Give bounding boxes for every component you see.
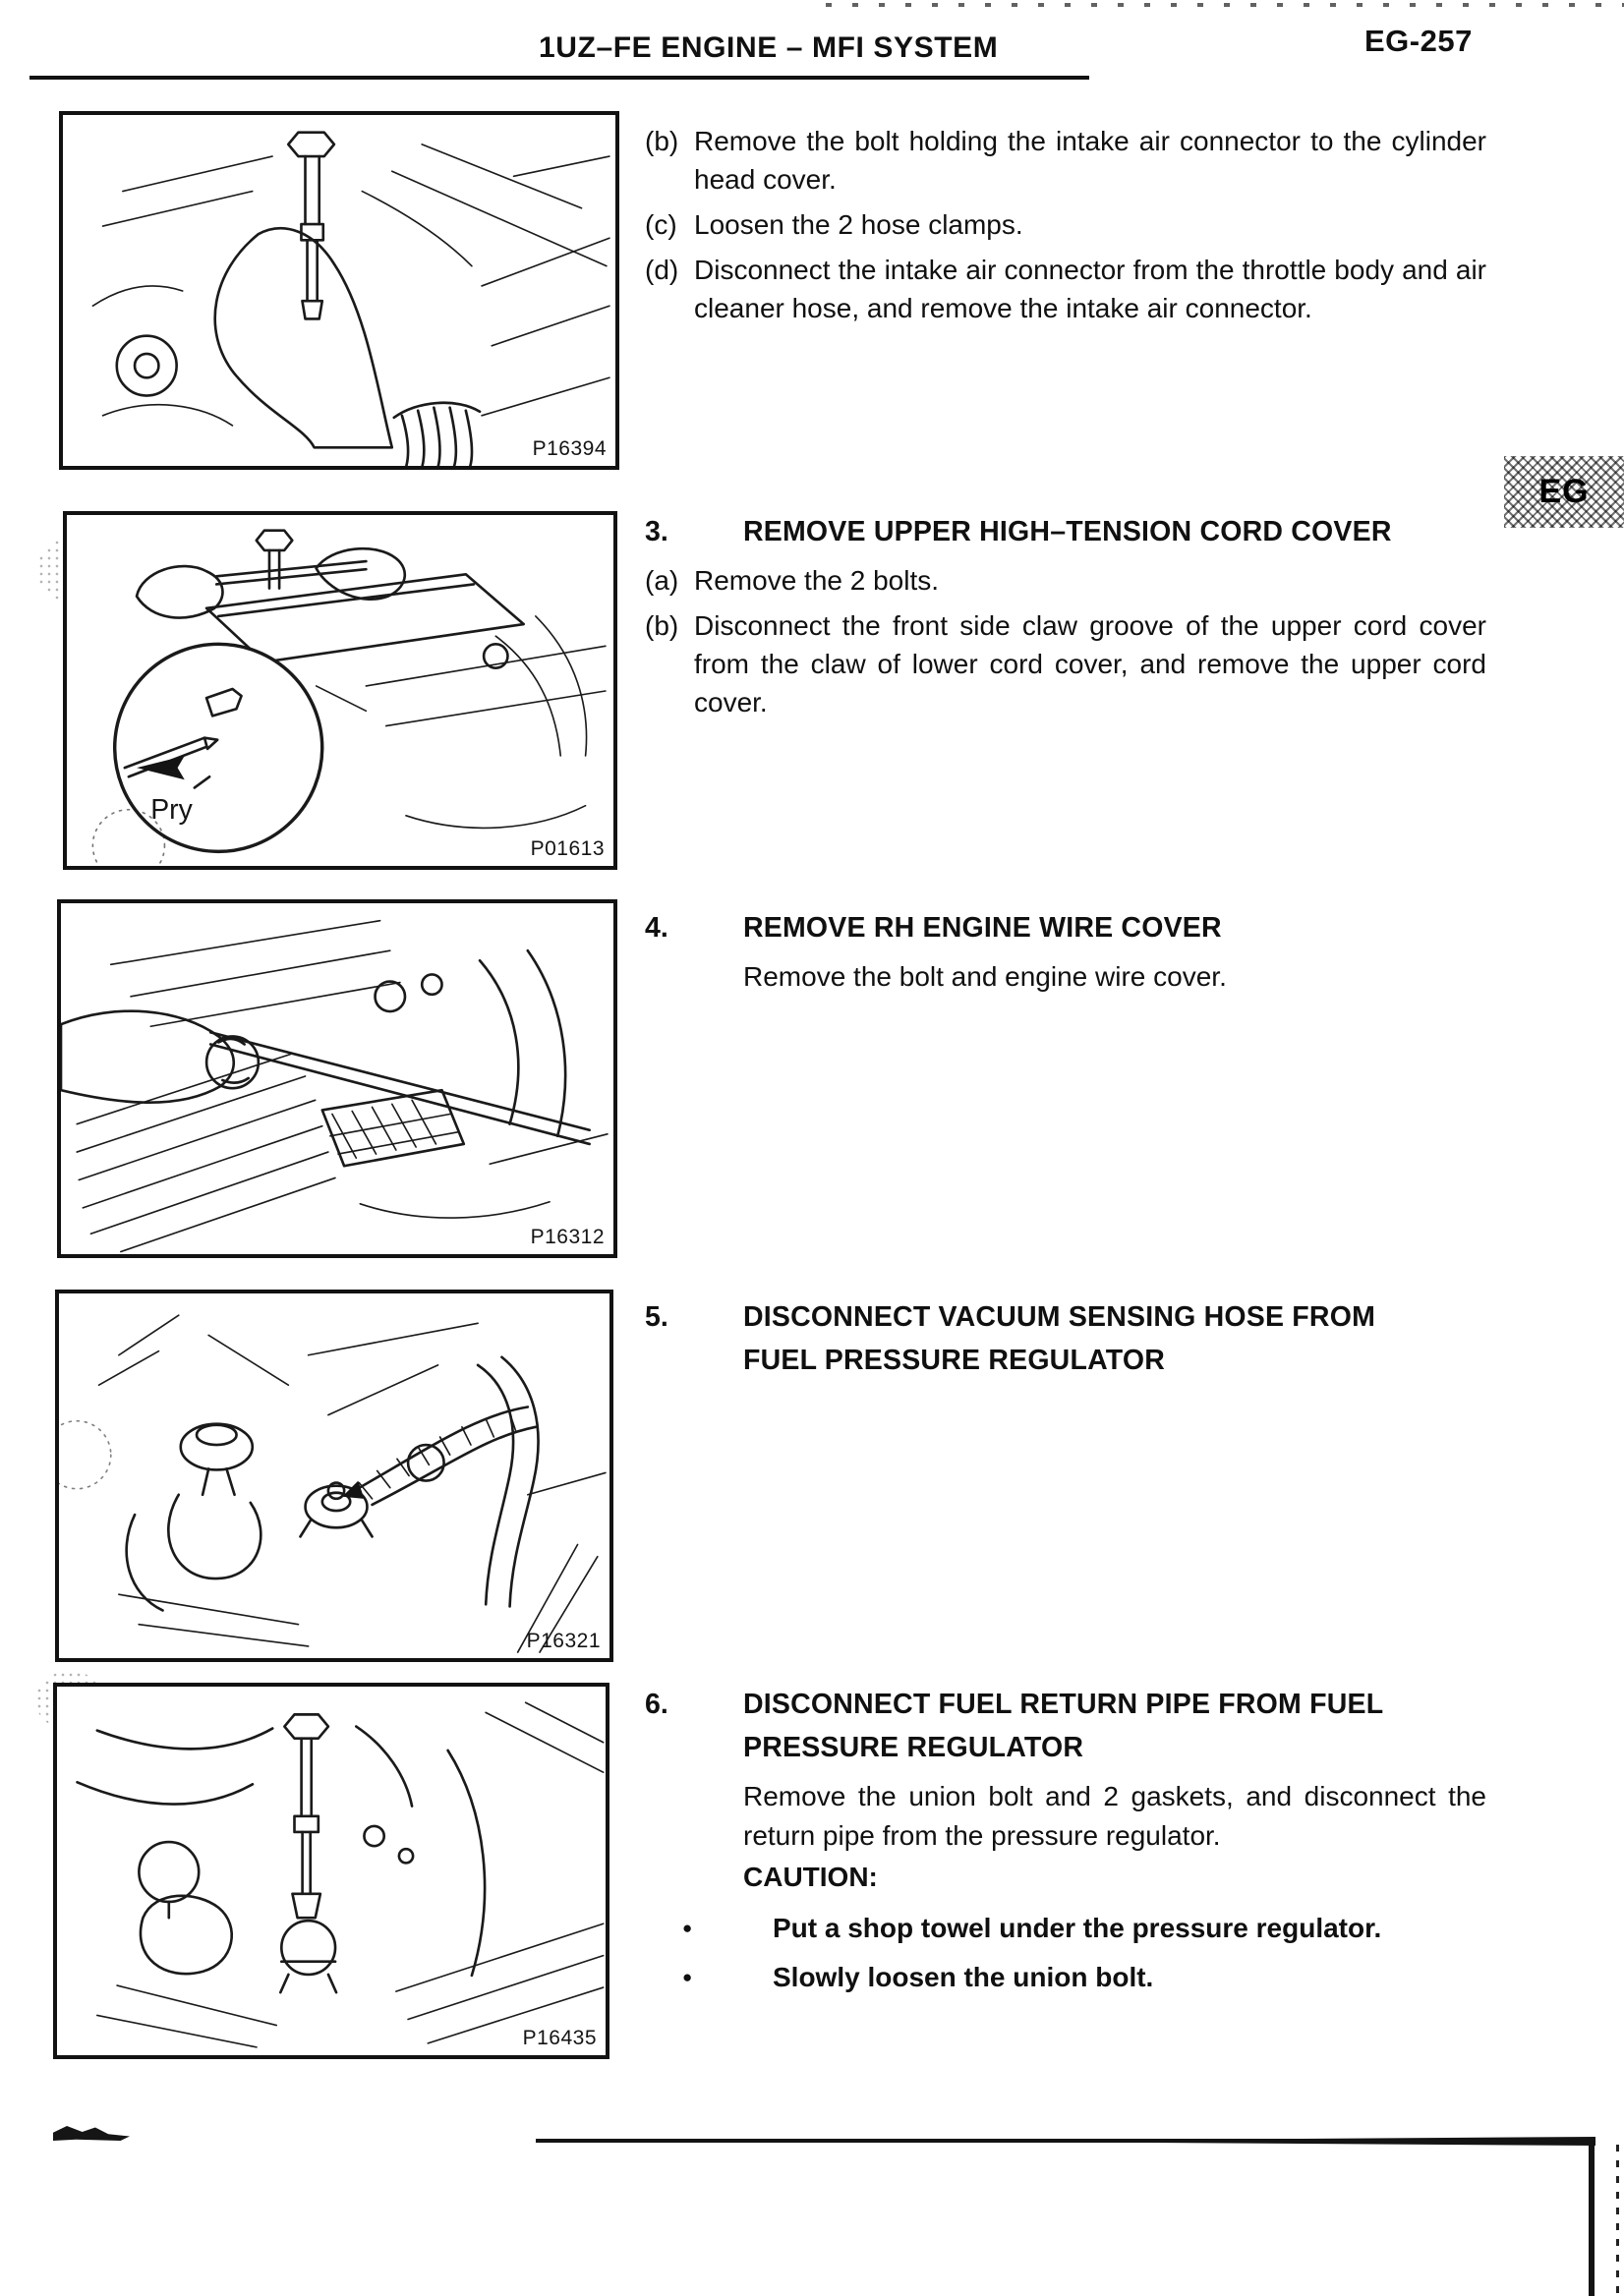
steps-block-intake [645, 122, 1486, 334]
step-c [645, 205, 1486, 244]
step-letter: (b) [645, 610, 679, 641]
figure-code: P16312 [530, 1226, 605, 1248]
scan-edge-dots [826, 3, 1624, 7]
section-3 [645, 510, 1486, 728]
socket-extension-tool [284, 1714, 328, 1918]
section-4 [645, 906, 1486, 997]
scan-page-edge-vline [1589, 2141, 1595, 2296]
caution-text: Slowly loosen the union bolt. [773, 1962, 1154, 1992]
step-text: Remove the 2 bolts. [694, 565, 940, 596]
section-tab-label: EG [1538, 473, 1590, 510]
section-number: 4. [645, 912, 668, 944]
figure-code: P16394 [532, 437, 607, 460]
step-letter: (a) [645, 565, 679, 596]
halftone-circle [59, 1421, 111, 1489]
hoses [78, 1727, 486, 1976]
step-text: Disconnect the front side claw groove of the upper cord cover from the claw of lower cord cover, and remove the upper cord cover. [694, 610, 1486, 718]
wire-cover-hatched [322, 1090, 464, 1166]
engine-illustration [67, 515, 613, 866]
pressure-regulator [280, 1921, 336, 1992]
ink-smudge [53, 2126, 130, 2141]
figure-cord-cover-pry [63, 511, 617, 870]
step-b [645, 606, 1486, 721]
caution-item [682, 1958, 1486, 1997]
section-number: 6. [645, 1689, 668, 1720]
engine-illustration [63, 115, 615, 466]
section-body: Remove the bolt and engine wire cover. [743, 961, 1227, 992]
section-heading: REMOVE UPPER HIGH–TENSION CORD COVER [743, 516, 1392, 547]
corrugated-hose [394, 403, 480, 466]
large-hose [408, 1357, 538, 1607]
step-letter: (b) [645, 126, 679, 156]
section-heading-row [645, 510, 1486, 553]
caution-label: CAUTION: [743, 1862, 878, 1892]
figure-code: P16435 [522, 2027, 597, 2049]
step-letter: (c) [645, 209, 677, 240]
section-heading: DISCONNECT VACUUM SENSING HOSE FROM FUEL PRESSURE REGULATOR [743, 1301, 1376, 1376]
intake-duct [215, 228, 392, 447]
step-a [645, 561, 1486, 600]
section-tab-eg [1504, 456, 1624, 528]
engine-illustration [57, 1687, 606, 2055]
section-heading-row [645, 1295, 1431, 1382]
step-b [645, 122, 1486, 199]
engine-illustration [61, 903, 613, 1254]
engine-illustration [59, 1293, 609, 1658]
scan-edge-dashes [1616, 2145, 1619, 2294]
sensing-hose-hatched [354, 1407, 536, 1505]
section-5 [645, 1295, 1486, 1390]
figure-vacuum-sensing-hose [55, 1290, 613, 1662]
section-number: 3. [645, 516, 668, 547]
caution-item [682, 1909, 1486, 1948]
pry-label: Pry [150, 793, 193, 826]
figure-engine-wire-cover [57, 899, 617, 1258]
pry-detail-inset-circle [115, 644, 322, 851]
valve-cover-slats [77, 1055, 335, 1252]
hoses-and-caps [376, 950, 566, 1136]
figure-code: P16321 [526, 1630, 601, 1652]
header-rule [29, 76, 1089, 80]
page-number: EG-257 [1364, 24, 1473, 58]
section-heading: DISCONNECT FUEL RETURN PIPE FROM FUEL PRESSURE REGULATOR [743, 1689, 1383, 1763]
section-number: 5. [645, 1301, 668, 1333]
section-body: Remove the union bolt and 2 gaskets, and disconnect the return pipe from the pressure regulator. [743, 1781, 1486, 1851]
bullet-icon: ● [682, 1919, 693, 1937]
step-text: Remove the bolt holding the intake air connector to the cylinder head cover. [694, 126, 1486, 195]
section-heading-row [645, 906, 1486, 949]
hose-arrow [342, 1481, 364, 1499]
step-text: Disconnect the intake air connector from the throttle body and air cleaner hose, and remove the intake air connector. [694, 255, 1486, 323]
step-text: Loosen the 2 hose clamps. [694, 209, 1023, 240]
vacuum-actuator [139, 1842, 231, 1974]
figure-code: P01613 [530, 837, 605, 860]
caution-text: Put a shop towel under the pressure regulator. [773, 1913, 1382, 1943]
background-engine-lines [99, 1315, 606, 1652]
step-letter: (d) [645, 255, 679, 285]
figure-intake-air-connector [59, 111, 619, 470]
background-engine-lines [97, 1702, 604, 2047]
step-d [645, 251, 1486, 327]
figure-fuel-return-pipe [53, 1683, 609, 2059]
section-6 [645, 1683, 1486, 1997]
section-heading: REMOVE RH ENGINE WIRE COVER [743, 912, 1222, 944]
section-heading-row [645, 1683, 1421, 1769]
page-title: 1UZ–FE ENGINE – MFI SYSTEM [539, 31, 999, 64]
egr-valve [127, 1424, 261, 1611]
bullet-icon: ● [682, 1968, 693, 1986]
